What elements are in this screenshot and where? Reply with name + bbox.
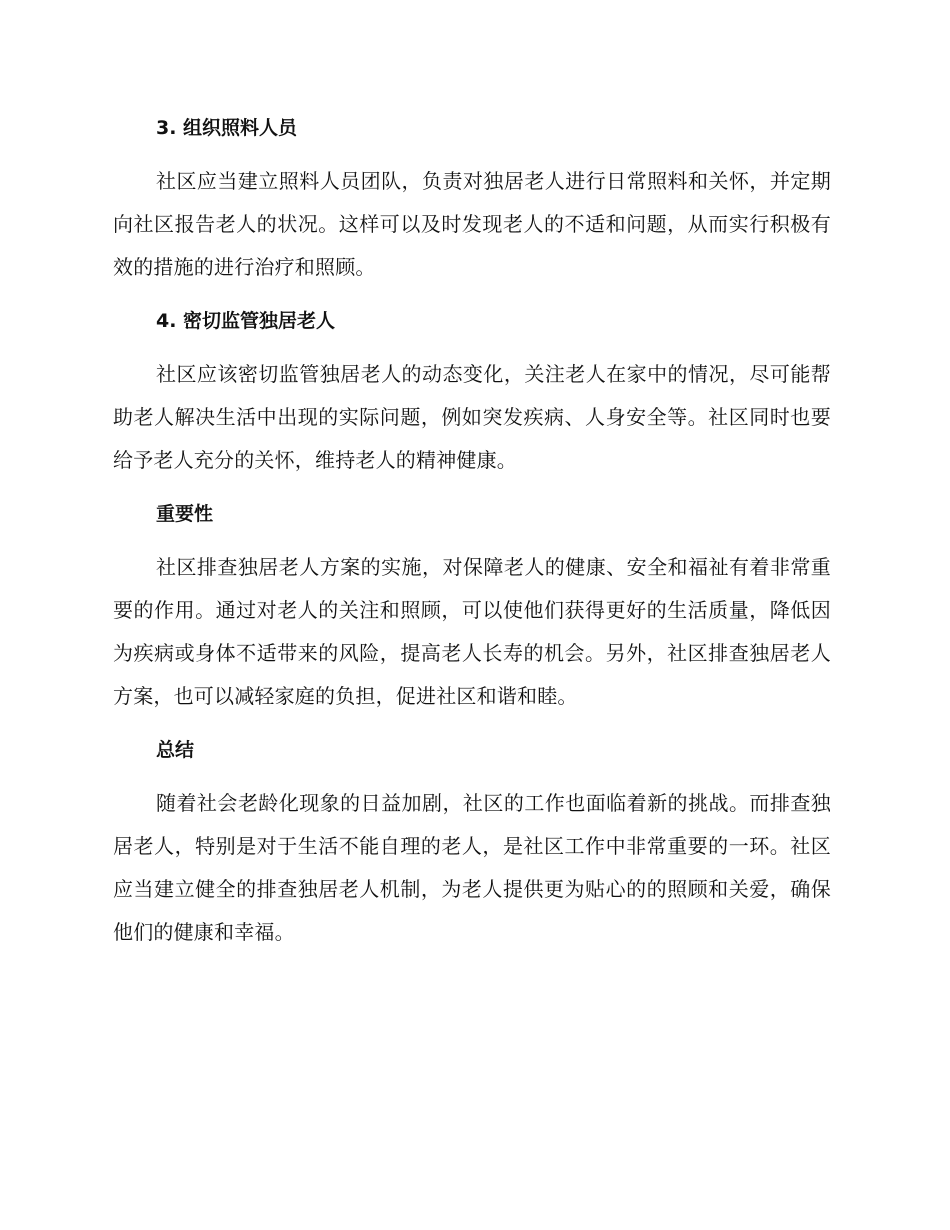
section-paragraph-organize-caregivers: 社区应当建立照料人员团队，负责对独居老人进行日常照料和关怀，并定期向社区报告老人的状况。这样可以及时发现老人的不适和问题，从而实行积极有效的措施的进行治疗和照顾。: [113, 169, 831, 279]
document-body: [113, 110, 831, 968]
section-heading-monitor-elderly: 4. 密切监管独居老人: [156, 310, 336, 332]
section-paragraph-importance: 社区排查独居老人方案的实施，对保障老人的健康、安全和福祉有着非常重要的作用。通过对老人的关注和照顾，可以使他们获得更好的生活质量，降低因为疾病或身体不适带来的风险，提高老人长寿的机会。另外，社区排查独居老人方案，也可以减轻家庭的负担，促进社区和谐和睦。: [113, 555, 831, 708]
section-heading-organize-caregivers: 3. 组织照料人员: [156, 117, 298, 139]
section-heading-summary: 总结: [156, 739, 195, 761]
section-paragraph-monitor-elderly: 社区应该密切监管独居老人的动态变化，关注老人在家中的情况，尽可能帮助老人解决生活中出现的实际问题，例如突发疾病、人身安全等。社区同时也要给予老人充分的关怀，维持老人的精神健康。: [113, 362, 831, 472]
section-paragraph-summary: 随着社会老龄化现象的日益加剧，社区的工作也面临着新的挑战。而排查独居老人，特别是对于生活不能自理的老人，是社区工作中非常重要的一环。社区应当建立健全的排查独居老人机制，为老人提供更为贴心的的照顾和关爱，确保他们的健康和幸福。: [113, 791, 831, 944]
section-heading-importance: 重要性: [156, 503, 214, 525]
